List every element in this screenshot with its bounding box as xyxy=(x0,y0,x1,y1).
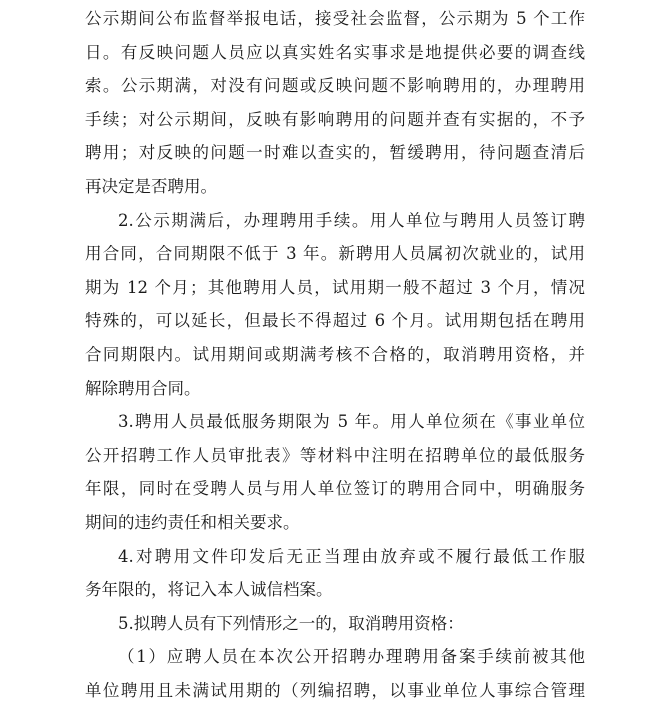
text-line: 日。有反映问题人员应以真实姓名实事求是地提供必要的调查线 xyxy=(85,42,585,62)
text-line: 单位聘用且未满试用期的（列编招聘，以事业单位人事综合管理 xyxy=(85,680,585,700)
text-line: 5.拟聘人员有下列情形之一的，取消聘用资格： xyxy=(118,613,464,633)
text-line: 公开招聘工作人员审批表》等材料中注明在招聘单位的最低服务 xyxy=(85,445,585,465)
text-line: 期为 12 个月；其他聘用人员，试用期一般不超过 3 个月，情况 xyxy=(85,277,585,297)
paragraph-subitem-1 xyxy=(85,640,585,707)
text-line: 4.对聘用文件印发后无正当理由放弃或不履行最低工作服 xyxy=(118,546,585,566)
text-line: 务年限的，将记入本人诚信档案。 xyxy=(85,580,333,600)
text-line: 年限，同时在受聘人员与用人单位签订的聘用合同中，明确服务 xyxy=(85,479,585,499)
text-line: 特殊的，可以延长，但最长不得超过 6 个月。试用期包括在聘用 xyxy=(85,311,585,331)
paragraph-item-2 xyxy=(85,204,585,406)
text-line: （1）应聘人员在本次公开招聘办理聘用备案手续前被其他 xyxy=(118,647,585,667)
paragraph-publicity xyxy=(85,2,585,204)
text-line: 再决定是否聘用。 xyxy=(85,176,217,196)
text-line: 3.聘用人员最低服务期限为 5 年。用人单位须在《事业单位 xyxy=(118,412,585,432)
paragraph-item-3 xyxy=(85,405,585,539)
text-line: 手续；对公示期间，反映有影响聘用的问题并查有实据的，不予 xyxy=(85,109,585,129)
text-line: 期间的违约责任和相关要求。 xyxy=(85,512,300,532)
text-line: 合同期限内。试用期间或期满考核不合格的，取消聘用资格，并 xyxy=(85,344,585,364)
text-line: 2.公示期满后，办理聘用手续。用人单位与聘用人员签订聘 xyxy=(118,210,585,230)
text-line: 聘用；对反映的问题一时难以查实的，暂缓聘用，待问题查清后 xyxy=(85,143,585,163)
paragraph-item-5 xyxy=(85,607,585,641)
document-page xyxy=(85,2,585,707)
text-line: 公示期间公布监督举报电话，接受社会监督，公示期为 5 个工作 xyxy=(85,9,585,28)
text-line: 索。公示期满，对没有问题或反映问题不影响聘用的，办理聘用 xyxy=(85,76,585,96)
paragraph-item-4 xyxy=(85,540,585,607)
text-line: 用合同，合同期限不低于 3 年。新聘用人员属初次就业的，试用 xyxy=(85,244,585,264)
text-line: 解除聘用合同。 xyxy=(85,378,201,398)
